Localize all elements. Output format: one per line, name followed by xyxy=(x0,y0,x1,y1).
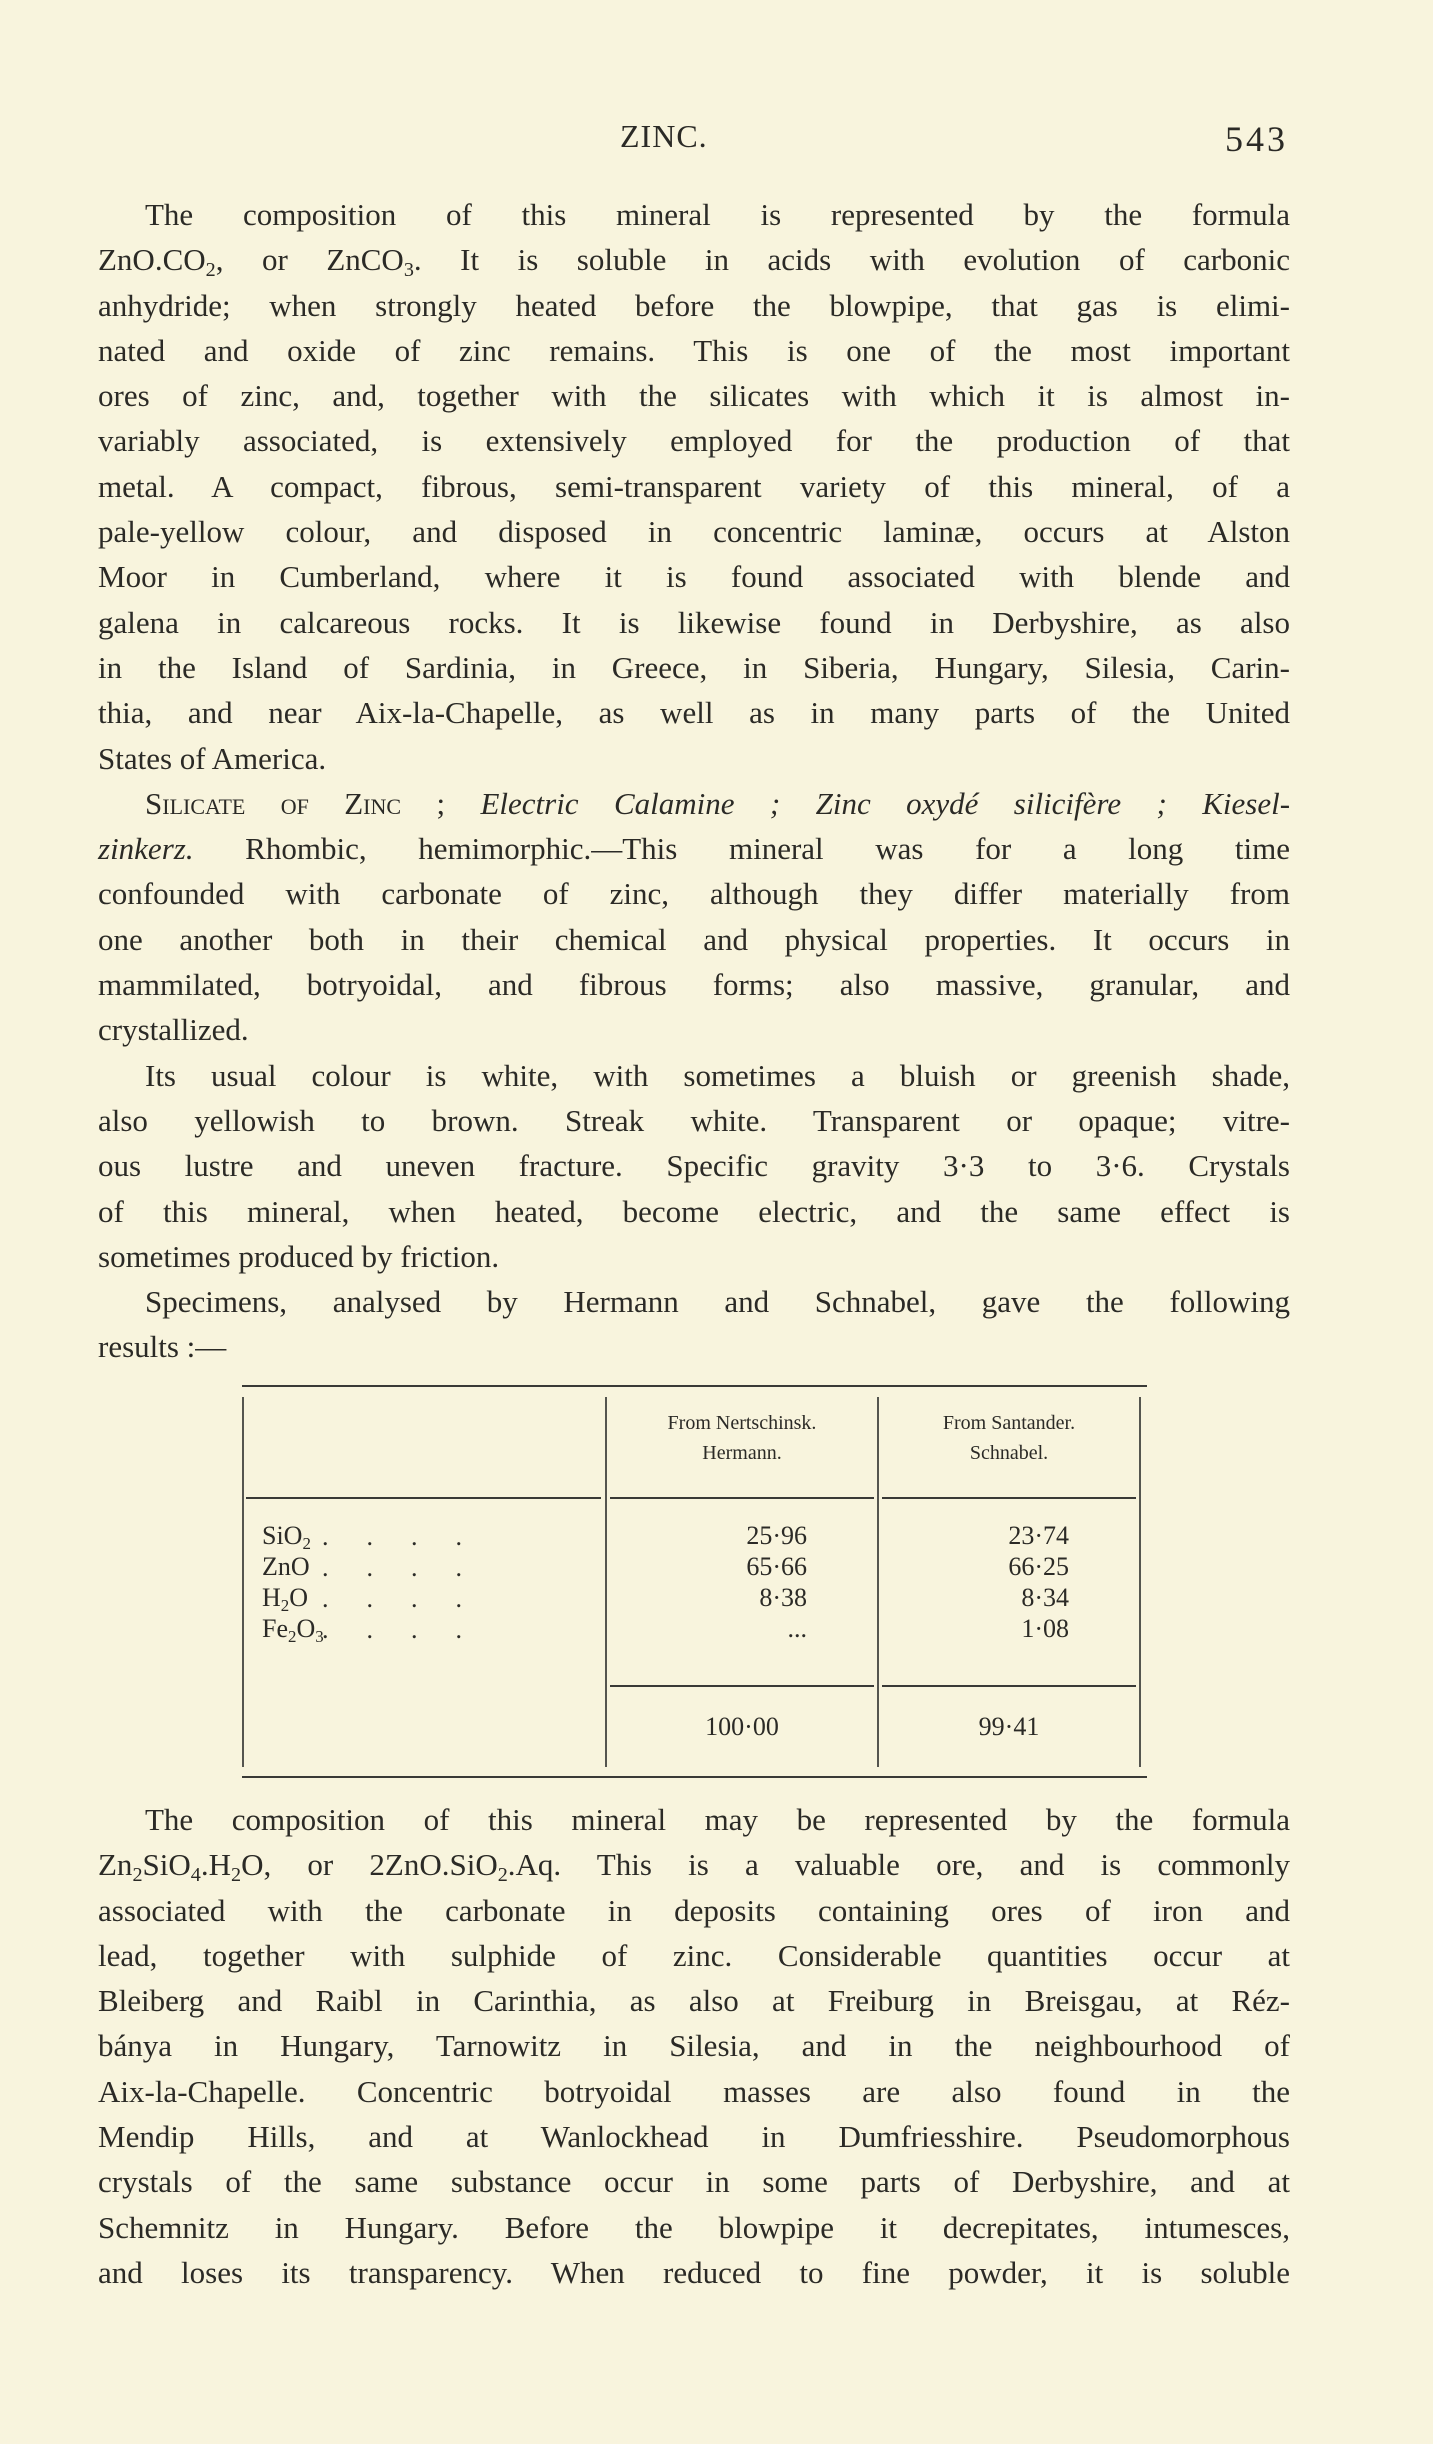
text-line xyxy=(98,283,1290,328)
table-bottom-rule xyxy=(242,1776,1147,1778)
row-value: ... xyxy=(787,1614,807,1643)
table-top-rule xyxy=(242,1385,1147,1387)
page-number: 543 xyxy=(1225,119,1288,159)
text-run: metal. A compact, fibrous, semi-transparent variety of this mineral, of a xyxy=(98,468,1290,504)
text-line xyxy=(98,2159,1290,2204)
header-rule xyxy=(882,1497,1136,1499)
row-value: 8·34 xyxy=(1021,1583,1069,1612)
text-run: anhydride; when strongly heated before the blowpipe, that gas is elimi- xyxy=(98,287,1290,323)
subscript: 2 xyxy=(205,259,216,282)
text-run: lead, together with sulphide of zinc. Considerable quantities occur at xyxy=(98,1937,1290,1973)
subscript: 2 xyxy=(497,1864,508,1887)
italic-text: Electric Calamine ; xyxy=(480,785,781,821)
text-run: The composition of this mineral is represented by the formula xyxy=(145,197,1290,232)
row-value: 65·66 xyxy=(746,1552,807,1581)
text-run: Specimens, analysed by Hermann and Schnabel, gave the following xyxy=(145,1284,1290,1320)
text-run: ZnO xyxy=(262,1552,310,1581)
text-line xyxy=(98,554,1290,599)
text-run: Zn xyxy=(98,1847,133,1883)
text-run: .H xyxy=(200,1847,231,1883)
text-run xyxy=(1167,786,1202,821)
text-block-after-table xyxy=(98,1797,1290,2295)
text-run: SiO xyxy=(142,1847,191,1883)
text-run: one another both in their chemical and physical properties. It occurs in xyxy=(98,921,1290,957)
leader-dots: . . . . xyxy=(322,1522,462,1551)
text-line xyxy=(98,509,1290,554)
total-schnabel: 99·41 xyxy=(978,1712,1040,1741)
text-line xyxy=(98,373,1290,418)
text-line xyxy=(98,1007,1290,1052)
text-line xyxy=(98,1797,1290,1842)
text-line xyxy=(98,1842,1290,1887)
subscript: 2 xyxy=(230,1864,242,1887)
column-place: From Santander. xyxy=(942,1412,1076,1434)
text-run: thia, and near Aix-la-Chapelle, as well as in many parts of the United xyxy=(98,695,1290,731)
text-run: Aix-la-Chapelle. Concentric botryoidal masses are also found in the xyxy=(98,2073,1290,2109)
text-run: Its usual colour is white, with sometimes a bluish or greenish shade, xyxy=(145,1057,1290,1093)
text-run: SiO xyxy=(262,1521,303,1550)
leader-dots: . . . . xyxy=(322,1553,462,1582)
column-analyst: Hermann. xyxy=(702,1442,782,1464)
table-right-border xyxy=(1139,1397,1141,1767)
text-run: Fe xyxy=(262,1614,288,1643)
text-run: of this mineral, when heated, become electric, and the same effect is xyxy=(98,1193,1290,1229)
text-line xyxy=(98,1143,1290,1188)
text-run: confounded with carbonate of zinc, although they differ materially from xyxy=(98,876,1290,912)
text-run: Schemnitz in Hungary. Before the blowpipe it decrepitates, intumesces, xyxy=(98,2209,1290,2245)
column-analyst: Schnabel. xyxy=(969,1442,1049,1464)
text-run: crystallized. xyxy=(98,1012,249,1048)
paragraph xyxy=(98,1053,1290,1279)
text-line xyxy=(98,600,1290,645)
italic-text: Kiesel- xyxy=(1202,785,1291,821)
text-run: pale-yellow colour, and disposed in concentric laminæ, occurs at Alston xyxy=(98,514,1290,550)
text-run: O, or 2ZnO.SiO xyxy=(241,1847,498,1883)
leader-dots: . . . . xyxy=(322,1584,462,1613)
text-line xyxy=(98,962,1290,1007)
text-run: O xyxy=(296,1614,316,1643)
text-line xyxy=(98,418,1290,463)
text-run: and loses its transparency. When reduced to fine powder, it is soluble xyxy=(98,2254,1290,2290)
text-run: The composition of this mineral may be represented by the formula xyxy=(145,1802,1290,1837)
text-line xyxy=(98,192,1290,237)
text-line xyxy=(98,1098,1290,1143)
italic-text: zinkerz. xyxy=(98,831,194,867)
subscript: 2 xyxy=(132,1864,143,1887)
total-hermann: 100·00 xyxy=(705,1712,779,1741)
text-run: . It is soluble in acids with evolution of carbonic xyxy=(413,242,1291,278)
text-run: results :— xyxy=(98,1329,227,1365)
text-run: nated and oxide of zinc remains. This is one of the most important xyxy=(98,332,1290,368)
text-run: associated with the carbonate in deposits containing ores of iron and xyxy=(98,1892,1290,1928)
header-rule xyxy=(246,1497,601,1499)
text-line xyxy=(98,1279,1290,1324)
text-run: variably associated, is extensively employed for the production of that xyxy=(98,423,1290,459)
italic-text: Zinc oxydé silicifère ; xyxy=(815,785,1167,821)
text-run: .Aq. This is a valuable ore, and is commonly xyxy=(507,1847,1290,1883)
text-line xyxy=(98,464,1290,509)
column-header-santander xyxy=(879,1408,1139,1468)
analysis-table xyxy=(242,1385,1147,1778)
text-run: H xyxy=(262,1583,281,1612)
text-line xyxy=(98,645,1290,690)
text-run: ous lustre and uneven fracture. Specific gravity 3·3 to 3·6. Crystals xyxy=(98,1148,1290,1184)
row-value: 1·08 xyxy=(1021,1614,1069,1643)
paragraph xyxy=(98,192,1290,781)
running-title: ZINC. xyxy=(620,118,708,154)
text-run: , or ZnCO xyxy=(215,242,404,278)
text-line xyxy=(98,917,1290,962)
text-run: galena in calcareous rocks. It is likewise found in Derbyshire, as also xyxy=(98,604,1290,640)
text-line xyxy=(98,1189,1290,1234)
text-line xyxy=(98,826,1290,871)
row-value: 23·74 xyxy=(1008,1521,1069,1550)
text-run: in the Island of Sardinia, in Greece, in Siberia, Hungary, Silesia, Carin- xyxy=(98,649,1290,685)
paragraph xyxy=(98,1279,1290,1370)
table-left-border xyxy=(242,1397,244,1767)
text-run: Mendip Hills, and at Wanlockhead in Dumfriesshire. Pseudomorphous xyxy=(98,2119,1290,2155)
header-rule xyxy=(610,1497,874,1499)
text-line xyxy=(98,2205,1290,2250)
small-caps-text: Silicate of Zinc xyxy=(145,785,402,821)
paragraph xyxy=(98,781,1290,1053)
subscript: 3 xyxy=(315,1627,324,1647)
text-line xyxy=(98,1933,1290,1978)
text-run: Rhombic, hemimorphic.—This mineral was for a long time xyxy=(193,831,1290,867)
row-value: 8·38 xyxy=(759,1583,807,1612)
text-line xyxy=(98,781,1290,826)
text-run: States of America. xyxy=(98,740,327,776)
text-block-before-table xyxy=(98,192,1290,1370)
subscript: 2 xyxy=(302,1534,311,1554)
text-run: sometimes produced by friction. xyxy=(98,1238,500,1274)
text-line xyxy=(98,1978,1290,2023)
row-value: 66·25 xyxy=(1008,1552,1069,1581)
text-line xyxy=(98,736,1290,781)
text-run: Bleiberg and Raibl in Carinthia, as also at Freiburg in Breisgau, at Réz- xyxy=(98,1983,1290,2019)
total-rule xyxy=(882,1685,1136,1687)
text-run xyxy=(780,786,815,821)
text-line xyxy=(98,690,1290,735)
subscript: 2 xyxy=(288,1627,297,1647)
text-run: ores of zinc, and, together with the silicates with which it is almost in- xyxy=(98,378,1290,414)
row-value: 25·96 xyxy=(746,1521,807,1550)
text-line xyxy=(98,328,1290,373)
text-line xyxy=(98,2114,1290,2159)
text-line xyxy=(98,1053,1290,1098)
paragraph xyxy=(98,1797,1290,2295)
text-line xyxy=(98,871,1290,916)
column-place: From Nertschinsk. xyxy=(667,1412,817,1434)
text-line xyxy=(98,2069,1290,2114)
total-rule xyxy=(610,1685,874,1687)
text-run: ; xyxy=(401,785,481,821)
text-line xyxy=(98,237,1290,282)
subscript: 4 xyxy=(190,1864,201,1887)
text-run: crystals of the same substance occur in some parts of Derbyshire, and at xyxy=(98,2164,1290,2200)
column-header-nertschinsk xyxy=(607,1408,877,1468)
text-line xyxy=(98,1888,1290,1933)
text-line xyxy=(98,1324,1290,1369)
text-run: mammilated, botryoidal, and fibrous forms; also massive, granular, and xyxy=(98,967,1290,1003)
subscript: 3 xyxy=(403,259,414,282)
leader-dots: . . . . xyxy=(322,1615,462,1644)
text-line xyxy=(98,1234,1290,1279)
text-run: bánya in Hungary, Tarnowitz in Silesia, and in the neighbourhood of xyxy=(98,2028,1290,2064)
subscript: 2 xyxy=(280,1596,290,1616)
text-run: Moor in Cumberland, where it is found associated with blende and xyxy=(98,559,1290,595)
text-run: also yellowish to brown. Streak white. Transparent or opaque; vitre- xyxy=(98,1102,1290,1138)
text-line xyxy=(98,2023,1290,2068)
text-run: O xyxy=(289,1583,309,1612)
text-line xyxy=(98,2250,1290,2295)
text-run: ZnO.CO xyxy=(98,242,206,278)
